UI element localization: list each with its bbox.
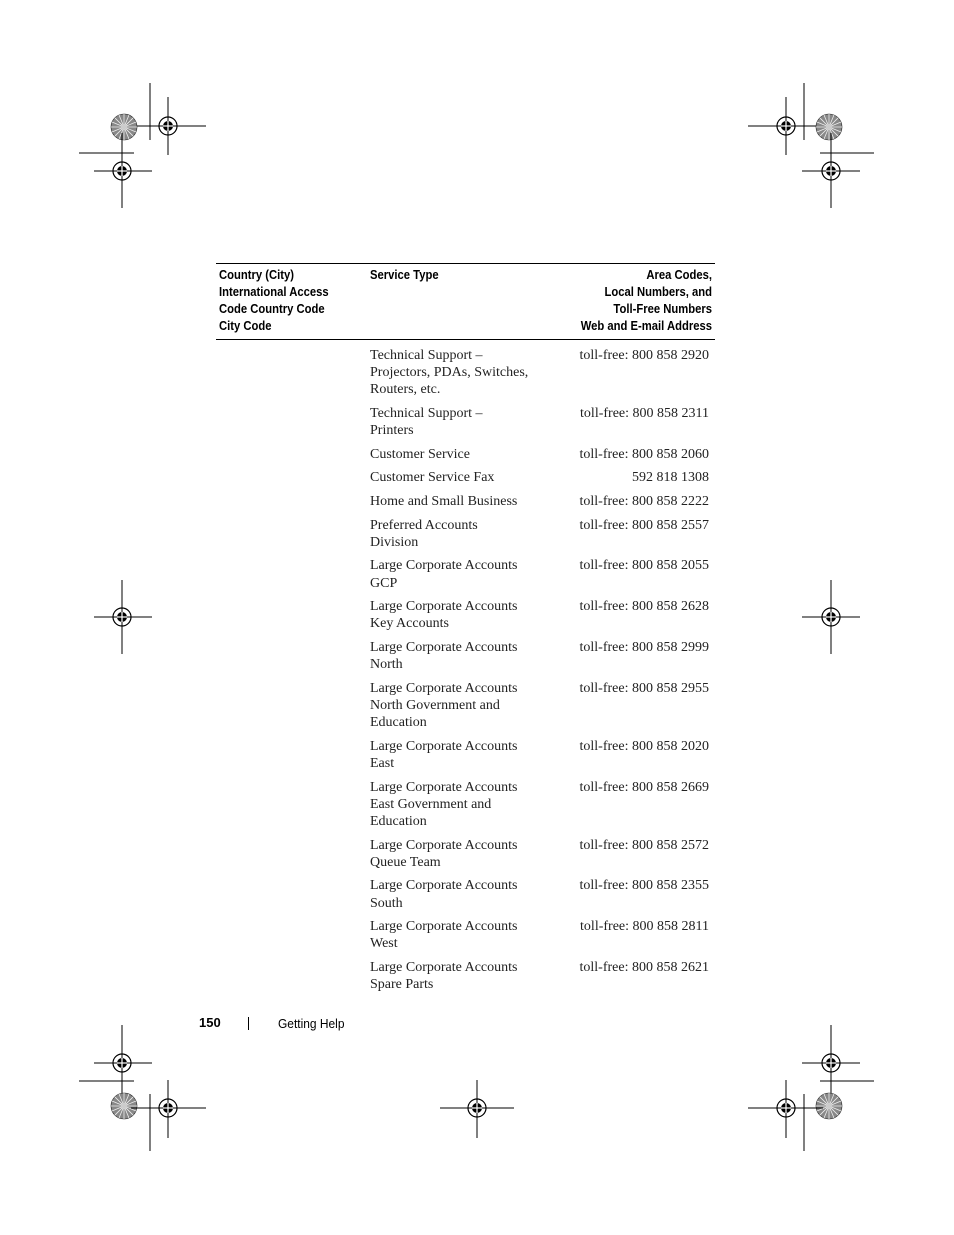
service-type-line: Division — [370, 534, 419, 550]
color-target-mark — [816, 1093, 842, 1119]
service-type-line: Spare Parts — [370, 977, 434, 993]
phone-number-cell: toll-free: 800 858 2999 — [579, 640, 709, 655]
phone-number-cell: toll-free: 800 858 2060 — [579, 446, 709, 462]
service-type-line: Customer Service — [370, 446, 470, 462]
phone-number-cell: toll-free: 800 858 2628 — [579, 599, 709, 615]
header-country-line: Country (City) — [219, 268, 294, 282]
header-service-line: Service Type — [370, 268, 439, 282]
service-type-line: Routers, etc. — [370, 382, 441, 398]
header-numbers-line: Local Numbers, and — [604, 285, 712, 299]
service-type-line: Technical Support – — [370, 348, 483, 363]
phone-number-cell: toll-free: 800 858 2355 — [579, 878, 709, 894]
service-type-line: GCP — [370, 575, 398, 591]
service-type-line: Key Accounts — [370, 616, 449, 632]
service-type-line: Large Corporate Accounts — [370, 837, 518, 853]
header-numbers-line: Toll-Free Numbers — [613, 302, 712, 316]
page-number: 150 — [199, 1015, 221, 1030]
service-type-line: Technical Support – — [370, 406, 483, 421]
service-type-line: East — [370, 756, 395, 771]
service-type-line: Large Corporate Accounts — [370, 640, 518, 655]
phone-number-cell: toll-free: 800 858 2055 — [579, 558, 709, 574]
service-type-line: Large Corporate Accounts — [370, 558, 518, 574]
phone-number-cell: toll-free: 800 858 2311 — [580, 406, 709, 421]
service-type-line: South — [370, 895, 403, 911]
phone-number-cell: toll-free: 800 858 2572 — [579, 837, 709, 853]
service-type-line: Education — [370, 715, 427, 731]
phone-number-cell: toll-free: 800 858 2557 — [579, 517, 709, 533]
phone-number-cell: toll-free: 800 858 2020 — [579, 738, 709, 754]
service-type-line: Large Corporate Accounts — [370, 680, 518, 696]
phone-number-cell: toll-free: 800 858 2955 — [579, 680, 709, 696]
service-type-line: Queue Team — [370, 854, 441, 870]
service-type-line: Projectors, PDAs, Switches, — [370, 365, 529, 381]
service-type-line: Education — [370, 814, 427, 829]
service-type-line: North Government and — [370, 698, 500, 713]
header-country-line: City Code — [219, 319, 272, 333]
color-target-mark — [111, 114, 137, 140]
service-type-line: Large Corporate Accounts — [370, 599, 518, 615]
service-type-line: Large Corporate Accounts — [370, 779, 518, 795]
phone-number-cell: toll-free: 800 858 2669 — [579, 779, 709, 795]
phone-number-cell: toll-free: 800 858 2920 — [579, 348, 709, 363]
header-country-line: International Access — [219, 285, 329, 299]
service-type-line: Large Corporate Accounts — [370, 878, 518, 894]
service-type-line: Customer Service Fax — [370, 470, 495, 486]
header-numbers-line: Web and E-mail Address — [580, 319, 712, 333]
service-type-line: Home and Small Business — [370, 494, 518, 509]
service-type-line: East Government and — [370, 796, 492, 812]
phone-number-cell: toll-free: 800 858 2222 — [579, 494, 709, 509]
phone-number-cell: toll-free: 800 858 2621 — [579, 960, 709, 975]
service-type-line: Large Corporate Accounts — [370, 919, 518, 935]
service-type-line: Large Corporate Accounts — [370, 960, 518, 975]
service-type-line: North — [370, 657, 403, 673]
service-type-line: Preferred Accounts — [370, 517, 478, 533]
service-type-line: Large Corporate Accounts — [370, 738, 518, 754]
phone-number-cell: 592 818 1308 — [632, 470, 709, 486]
header-numbers-line: Area Codes, — [646, 268, 712, 282]
service-type-line: West — [370, 936, 398, 952]
color-target-mark — [111, 1093, 137, 1119]
color-target-mark — [816, 114, 842, 140]
phone-number-cell: toll-free: 800 858 2811 — [580, 919, 709, 935]
footer-section-title: Getting Help — [278, 1016, 345, 1031]
service-type-line: Printers — [370, 423, 414, 439]
header-country-line: Code Country Code — [219, 302, 325, 316]
